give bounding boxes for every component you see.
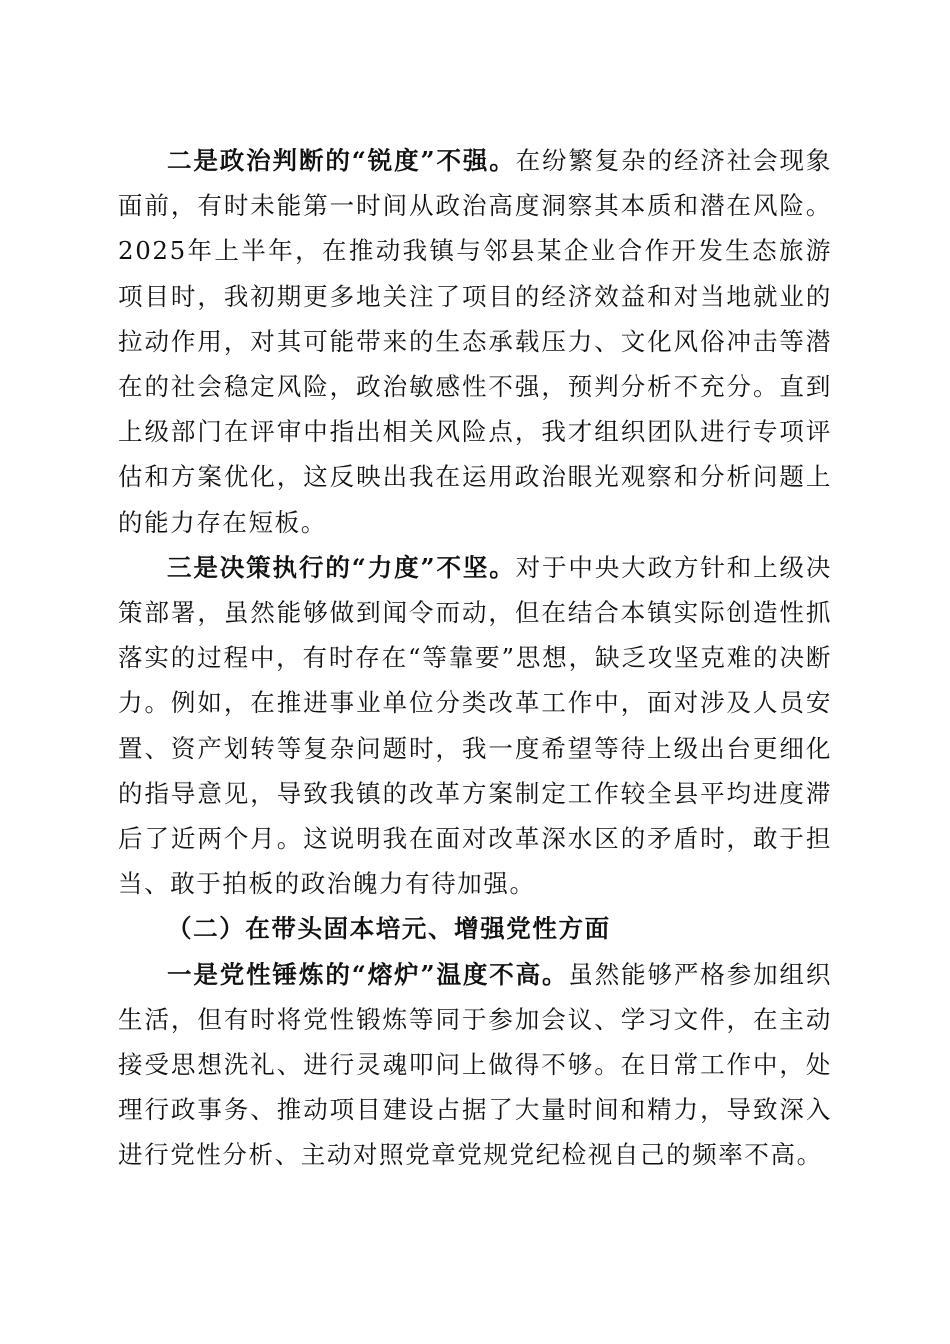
paragraph-political-judgment [118,138,832,545]
paragraph-body: 在纷繁复杂的经济社会现象面前，有时未能第一时间从政治高度洞察其本质和潜在风险。2025年上半年，在推动我镇与邻县某企业合作开发生态旅游项目时，我初期更多地关注了项目的经济效益和对当地就业的拉动作用，对其可能带来的生态承载压力、文化风俗冲击等潜在的社会稳定风险，政治敏感性不强，预判分析不充分。直到上级部门在评审中指出相关风险点，我才组织团队进行专项评估和方案优化，这反映出我在运用政治眼光观察和分析问题上的能力存在短板。 [118,146,832,537]
paragraph-body: 对于中央大政方针和上级决策部署，虽然能够做到闻令而动，但在结合本镇实际创造性抓落实的过程中，有时存在“等靠要”思想，缺乏攻坚克难的决断力。例如，在推进事业单位分类改革工作中，面对涉及人员安置、资产划转等复杂问题时，我一度希望等待上级出台更细化的指导意见，导致我镇的改革方案制定工作较全县平均进度滞后了近两个月。这说明我在面对改革深水区的矛盾时，敢于担当、敢于拍板的政治魄力有待加强。 [118,552,832,899]
section-heading: （二）在带头固本培元、增强党性方面 [167,914,611,944]
document-page [118,138,832,1178]
paragraph-body: 虽然能够严格参加组织生活，但有时将党性锻炼等同于参加会议、学习文件，在主动接受思想洗礼、进行灵魂叩问上做得不够。在日常工作中，处理行政事务、推动项目建设占据了大量时间和精力，导致深入进行党性分析、主动对照党章党规党纪检视自己的频率不高。 [118,959,832,1170]
paragraph-lead: 三是决策执行的“力度”不坚。 [167,552,516,582]
paragraph-party-spirit [118,952,832,1178]
paragraph-lead: 二是政治判断的“锐度”不强。 [167,146,516,175]
paragraph-decision-execution [118,545,832,907]
paragraph-lead: 一是党性锤炼的“熔炉”温度不高。 [167,959,569,989]
